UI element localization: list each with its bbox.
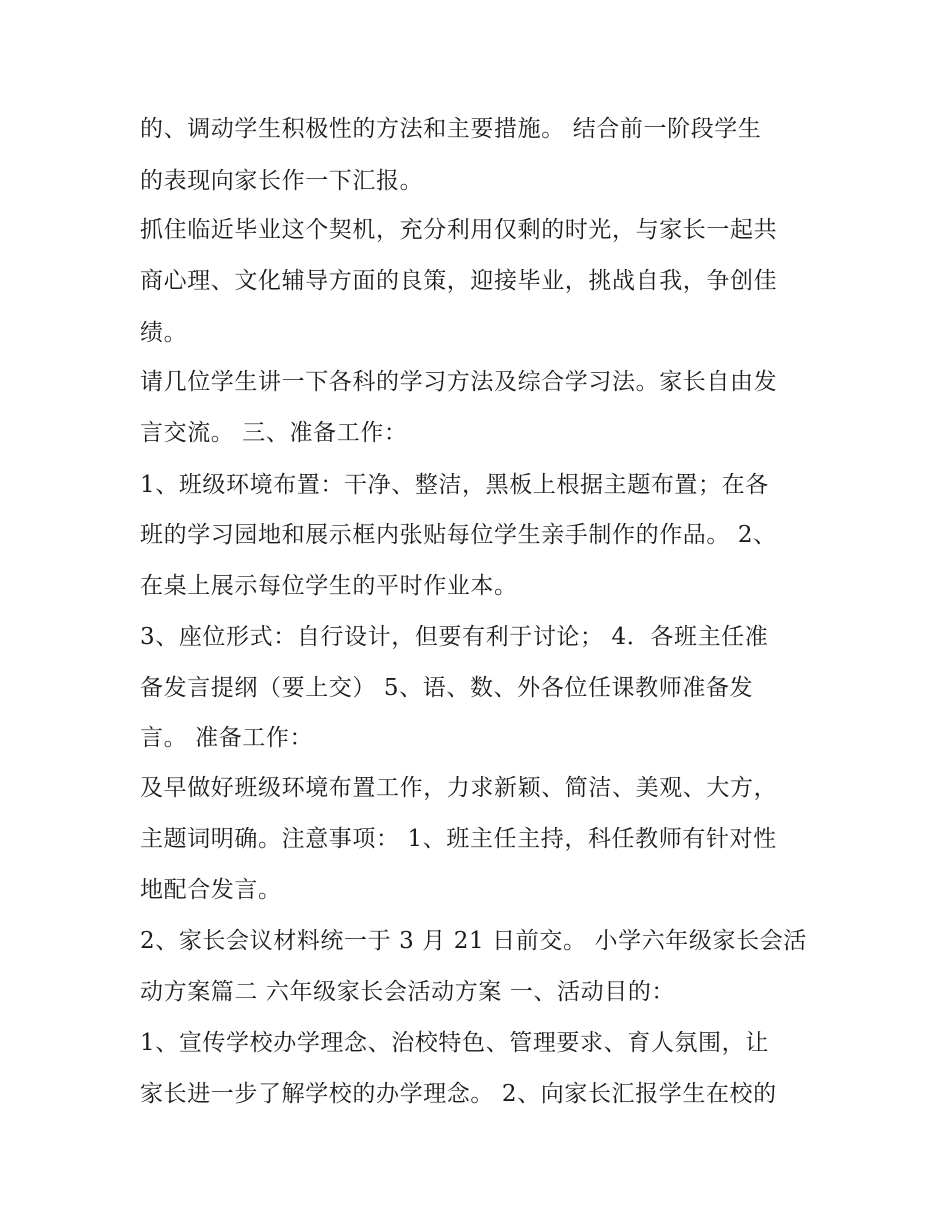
text-line: 言。 准备工作： — [140, 725, 314, 751]
text-line: 1、宣传学校办学理念、治校特色、管理要求、育人氛围，让 — [140, 1030, 769, 1056]
text-line: 班的学习园地和展示框内张贴每位学生亲手制作的作品。 2、 — [140, 522, 777, 548]
text-line: 的表现向家长作一下汇报。 — [140, 168, 424, 194]
text-line: 3、座位形式：自行设计，但要有利于讨论； 4．各班主任准 — [140, 624, 769, 650]
text-line: 及早做好班级环境布置工作，力求新颖、简洁、美观、大方， — [140, 775, 778, 801]
text-line: 地配合发言。 — [140, 877, 282, 903]
text-line: 动方案篇二 六年级家长会活动方案 一、活动目的： — [140, 979, 676, 1005]
text-line: 的、调动学生积极性的方法和主要措施。 结合前一阶段学生 — [140, 116, 762, 142]
text-line: 绩。 — [140, 320, 188, 346]
text-line: 言交流。 三、准备工作： — [140, 420, 408, 446]
text-line: 请几位学生讲一下各科的学习方法及综合学习法。家长自由发 — [140, 369, 778, 395]
text-line: 2、家长会议材料统一于 3 月 21 日前交。 小学六年级家长会活 — [140, 928, 807, 954]
text-line: 1、班级环境布置：干净、整洁，黑板上根据主题布置；在各 — [140, 472, 769, 498]
text-line: 在桌上展示每位学生的平时作业本。 — [140, 573, 518, 599]
text-line: 抓住临近毕业这个契机，充分利用仅剩的时光，与家长一起共 — [140, 217, 778, 243]
text-line: 家长进一步了解学校的办学理念。 2、向家长汇报学生在校的 — [140, 1081, 777, 1107]
text-line: 商心理、文化辅导方面的良策，迎接毕业，挑战自我，争创佳 — [140, 268, 778, 294]
text-line: 主题词明确。注意事项： 1、班主任主持，科任教师有针对性 — [140, 826, 777, 852]
text-line: 备发言提纲（要上交） 5、语、数、外各位任课教师准备发 — [140, 675, 754, 701]
